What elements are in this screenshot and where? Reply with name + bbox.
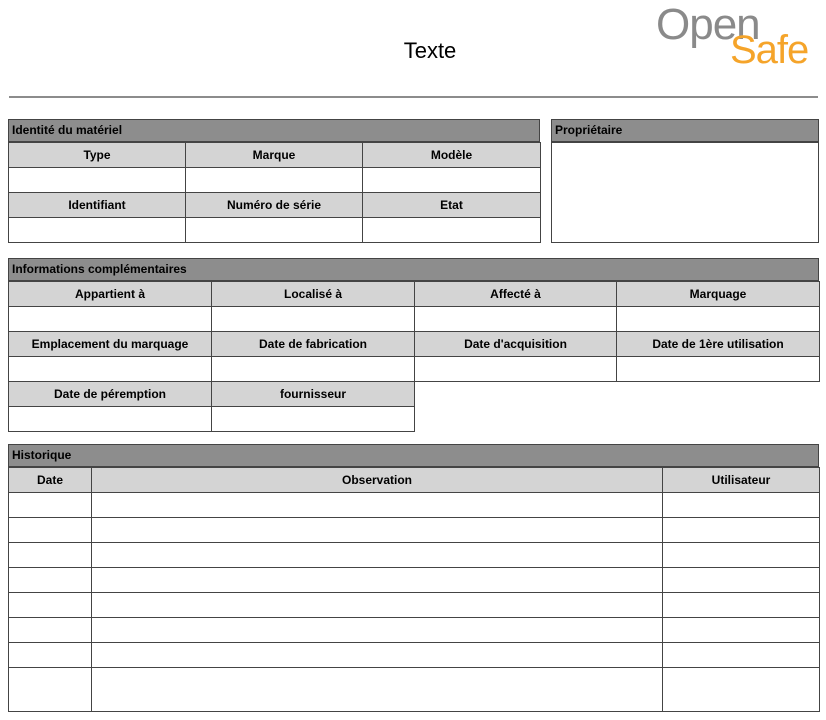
field-date-peremption[interactable] [9,407,212,432]
logo-open-text: Open [656,0,760,49]
field-modele[interactable] [363,168,541,193]
cell-utilisateur[interactable] [663,593,820,618]
field-localise[interactable] [212,307,415,332]
field-identifiant[interactable] [9,218,186,243]
col-date-premiere-utilisation: Date de 1ère utilisation [617,332,820,357]
field-type[interactable] [9,168,186,193]
col-modele: Modèle [363,143,541,168]
opensafe-logo [656,0,826,75]
table-row [9,568,820,593]
col-fournisseur: fournisseur [212,382,415,407]
cell-observation[interactable] [92,668,663,712]
table-row [9,543,820,568]
table-row [9,618,820,643]
col-identifiant: Identifiant [9,193,186,218]
col-localise: Localisé à [212,282,415,307]
col-date: Date [9,468,92,493]
cell-utilisateur[interactable] [663,543,820,568]
cell-utilisateur[interactable] [663,493,820,518]
field-date-premiere-utilisation[interactable] [617,357,820,382]
infos-table-extra [8,381,415,432]
cell-utilisateur[interactable] [663,618,820,643]
col-date-peremption: Date de péremption [9,382,212,407]
cell-date[interactable] [9,493,92,518]
col-emplacement-marquage: Emplacement du marquage [9,332,212,357]
table-row [9,643,820,668]
cell-date[interactable] [9,593,92,618]
col-affecte: Affecté à [415,282,617,307]
historique-header: Historique [8,444,819,467]
cell-observation[interactable] [92,618,663,643]
infos-table [8,281,820,382]
cell-observation[interactable] [92,543,663,568]
cell-date[interactable] [9,568,92,593]
logo-safe-text: Safe [730,28,809,72]
col-date-acquisition: Date d'acquisition [415,332,617,357]
cell-utilisateur[interactable] [663,518,820,543]
identite-header: Identité du matériel [8,119,540,142]
identite-table [8,142,541,243]
field-date-fabrication[interactable] [212,357,415,382]
cell-date[interactable] [9,618,92,643]
proprietaire-field[interactable] [551,142,819,243]
field-date-acquisition[interactable] [415,357,617,382]
col-appartient: Appartient à [9,282,212,307]
col-type: Type [9,143,186,168]
cell-observation[interactable] [92,593,663,618]
infos-header: Informations complémentaires [8,258,819,281]
table-row [9,593,820,618]
document-title: Texte [403,38,457,63]
col-observation: Observation [92,468,663,493]
cell-utilisateur[interactable] [663,568,820,593]
cell-utilisateur[interactable] [663,668,820,712]
historique-table [8,467,820,712]
table-row [9,493,820,518]
field-marquage[interactable] [617,307,820,332]
cell-date[interactable] [9,518,92,543]
cell-observation[interactable] [92,643,663,668]
col-etat: Etat [363,193,541,218]
field-fournisseur[interactable] [212,407,415,432]
field-numero-serie[interactable] [186,218,363,243]
field-etat[interactable] [363,218,541,243]
field-emplacement-marquage[interactable] [9,357,212,382]
cell-date[interactable] [9,668,92,712]
col-marque: Marque [186,143,363,168]
col-marquage: Marquage [617,282,820,307]
field-affecte[interactable] [415,307,617,332]
col-date-fabrication: Date de fabrication [212,332,415,357]
cell-utilisateur[interactable] [663,643,820,668]
cell-observation[interactable] [92,493,663,518]
field-appartient[interactable] [9,307,212,332]
col-numero-serie: Numéro de série [186,193,363,218]
table-row [9,518,820,543]
table-row [9,668,820,712]
header-divider [9,96,818,98]
proprietaire-header: Propriétaire [551,119,819,142]
cell-date[interactable] [9,643,92,668]
col-utilisateur: Utilisateur [663,468,820,493]
cell-date[interactable] [9,543,92,568]
cell-observation[interactable] [92,568,663,593]
cell-observation[interactable] [92,518,663,543]
field-marque[interactable] [186,168,363,193]
